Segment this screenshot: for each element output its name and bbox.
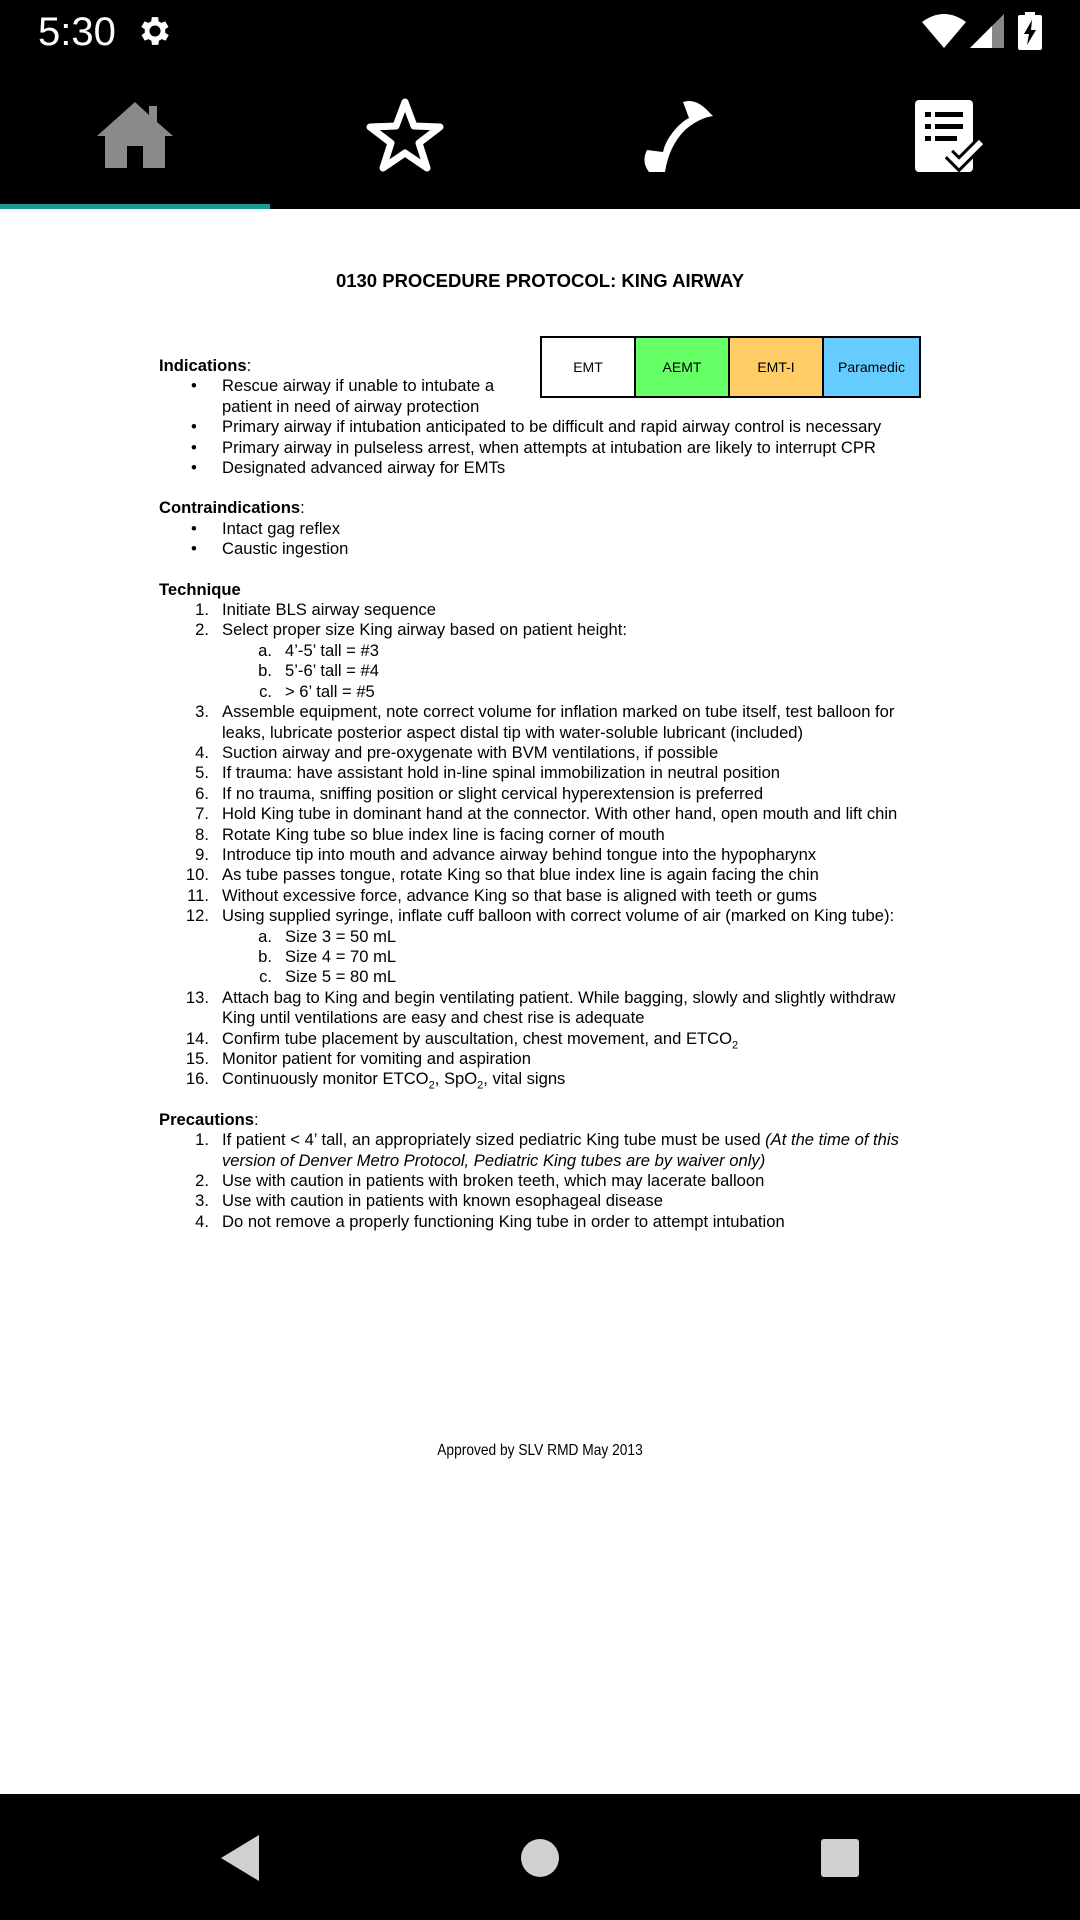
section-title: Contraindications [159,498,301,518]
list-item: 1. Initiate BLS airway sequence [195,600,437,620]
sub-list-item: c. Size 5 = 80 mL [259,967,397,987]
status-time: 5:30 [38,10,116,54]
level-paramedic: Paramedic [824,338,919,396]
home-icon [95,96,175,176]
list-item: 3. Assemble equipment, note correct volume for inflation marked on tube itself, test balloon for leaks, lubricate posterior aspect distal tip with water-soluble lubricant (included) [195,702,895,742]
list-item: 13. Attach bag to King and begin ventilating patient. While bagging, slowly and slightly withdraw King until ventilations are easy and chest rise is adequate [185,987,896,1028]
wifi-icon [922,14,966,48]
level-emt-i: EMT-I [730,338,824,396]
list-item: 5. If trauma: have assistant hold in-line spinal immobilization in neutral position [195,763,781,783]
level-aemt: AEMT [636,338,730,396]
sub-list-item: c. > 6’ tall = #5 [259,681,375,701]
gear-icon [136,12,174,50]
list-item: • Intact gag reflex [159,519,929,539]
sub-list-item: b. Size 4 = 70 mL [258,946,397,966]
list-item: 7. Hold King tube in dominant hand at the connector. With other hand, open mouth and lift chin [195,804,898,824]
list-item: 15. Monitor patient for vomiting and aspiration [185,1049,531,1068]
phone-icon [635,96,715,176]
list-item: • Primary airway in pulseless arrest, when attempts at intubation are likely to interrupt CPR [159,438,929,458]
list-item: • Primary airway if intubation anticipated to be difficult and rapid airway control is necessary [159,417,929,437]
list-item: 12. Using supplied syringe, inflate cuff balloon with correct volume of air (marked on King tube): a. Size 3 = 50 mL b. Size 4 = 70 mL c. Size 5 = 80 mL [159,906,929,988]
star-icon [365,96,445,176]
list-item: 4. Do not remove a properly functioning King tube in order to attempt intubation [195,1211,785,1231]
list-item: • Caustic ingestion [159,539,929,559]
list-item: 16. Continuously monitor $ETCO_2$, SpO$_2$, vital signs [185,1069,566,1092]
list-item: 14. Confirm tube placement by auscultation, chest movement, and $ETCO_2$ [185,1028,739,1051]
list-item: • Designated advanced airway for EMTs [159,458,929,478]
contraindications-section: Contraindications: • Intact gag reflex • Caustic ingestion [159,498,929,559]
page-title: 0130 PROCEDURE PROTOCOL: KING AIRWAY [335,270,745,291]
section-title: Technique [159,579,241,599]
list-item: 1. If patient < 4’ tall, an appropriately sized pediatric King tube must be used (At the time of this version of Denver Metro Protocol, Pediatric King tubes are by waiver only) [195,1130,899,1170]
home-circle-icon[interactable] [515,1833,565,1883]
list-item: 9. Introduce tip into mouth and advance airway behind tongue into the hypopharynx [195,844,817,864]
list-item: 3. Use with caution in patients with known esophageal disease [195,1191,663,1211]
system-nav-bar [0,1794,1080,1920]
tab-bar [0,63,1080,209]
list-item: 10. As tube passes tongue, rotate King so that blue index line is again facing the chin [185,865,819,885]
technique-section [159,580,929,1090]
precautions-section: Precautions: 1. If patient < 4’ tall, an appropriately sized pediatric King tube must be used (At the time of this version of Denver Metro Protocol, Pediatric King tubes are by waiver only) 2. Use with caution in patients with broken teeth, which may lacerate balloon 3. Use with caution in patients with known esophageal disease 4. Do not remove a properly functioning King tube in order to attempt intubation [159,1110,929,1232]
status-bar [0,0,1080,63]
checklist-icon [905,96,985,176]
level-emt: EMT [542,338,636,396]
indications-section: Indications: • Rescue airway if unable to intubate a patient in need of airway protection • Primary airway if intubation anticipated to be difficult and rapid airway control is necessary • Primary airway in pulseless arrest, when attempts at intubation are likely to interrupt CPR • Designated advanced airway for EMTs [159,356,929,478]
section-title: Indications [159,356,247,375]
list-item: 2. Use with caution in patients with broken teeth, which may lacerate balloon [195,1171,765,1191]
recents-icon[interactable] [815,1833,865,1883]
list-item: 4. Suction airway and pre-oxygenate with BVM ventilations, if possible [195,742,719,762]
sub-list-item: b. 5’-6’ tall = #4 [258,661,379,681]
list-item: 2. Select proper size King airway based on patient height: a. 4’-5’ tall = #3 b. 5’-6’ tall = #4 c. > 6’ tall = #5 [159,620,929,702]
tab-home[interactable] [0,63,270,209]
list-item: 6. If no trauma, sniffing position or slight cervical hyperextension is preferred [195,783,764,803]
sub-list-item: a. Size 3 = 50 mL [258,926,397,946]
list-item: 8. Rotate King tube so blue index line is facing corner of mouth [195,824,665,844]
tab-checklist[interactable] [810,63,1080,209]
tab-favorites[interactable] [270,63,540,209]
tab-contacts[interactable] [540,63,810,209]
protocol-document[interactable] [0,209,1080,1794]
back-icon[interactable] [215,1833,265,1883]
document-content [159,356,929,1252]
battery-charging-icon [1018,12,1042,50]
list-item: • Rescue airway if unable to intubate a patient in need of airway protection [159,376,929,417]
sub-list-item: a. 4’-5’ tall = #3 [258,640,379,660]
signal-icon [970,14,1004,48]
approval-footer: Approved by SLV RMD May 2013 [437,1442,643,1459]
list-item: 11. Without excessive force, advance King so that base is aligned with teeth or gums [187,885,817,905]
section-title: Precautions [159,1109,254,1129]
